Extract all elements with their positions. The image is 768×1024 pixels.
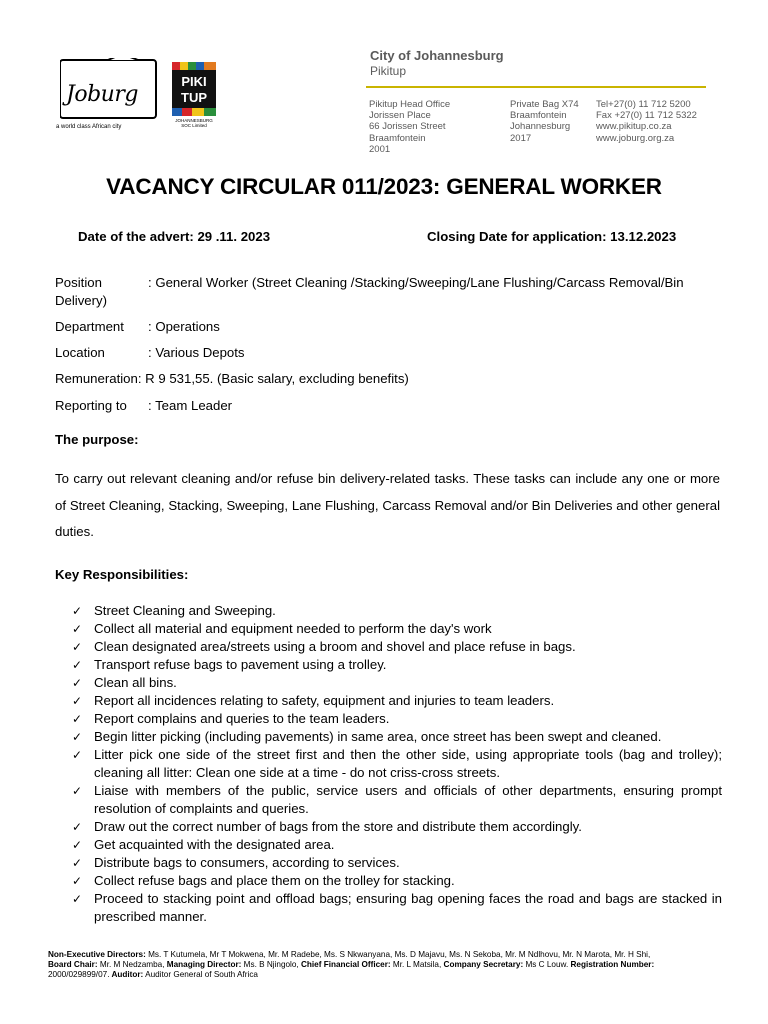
joburg-wordmark: Joburg — [66, 82, 138, 107]
responsibilities-heading: Key Responsibilities: — [55, 567, 189, 582]
list-item-text: Distribute bags to consumers, according to services. — [94, 855, 400, 870]
address-line: Braamfontein — [510, 110, 567, 122]
fax-number: Fax +27(0) 11 712 5322 — [596, 110, 697, 122]
footer-auditor-value: Auditor General of South Africa — [143, 970, 258, 979]
checkmark-icon: ✓ — [72, 748, 83, 762]
checkmark-icon: ✓ — [72, 784, 83, 798]
list-item — [72, 620, 722, 638]
checkmark-icon: ✓ — [72, 892, 83, 906]
footer-cosec-label: Company Secretary: — [443, 960, 524, 969]
checkmark-icon: ✓ — [72, 856, 83, 870]
footer-chair-value: Mr. M Nedzamba, — [97, 960, 167, 969]
checkmark-icon: ✓ — [72, 604, 83, 618]
list-item — [72, 836, 722, 854]
pikitup-top-text: PIKI — [181, 74, 207, 89]
reporting-value: : Team Leader — [148, 398, 233, 413]
list-item — [72, 728, 722, 746]
position-value: : General Worker (Street Cleaning /Stacking/Sweeping/Lane Flushing/Carcass Removal/Bin — [148, 275, 684, 290]
department-label: Department — [55, 319, 124, 334]
location-value: : Various Depots — [148, 345, 245, 360]
list-item — [72, 872, 722, 890]
list-item — [72, 818, 722, 836]
checkmark-icon: ✓ — [72, 874, 83, 888]
purpose-text: To carry out relevant cleaning and/or refuse bin delivery-related tasks. These tasks can include any one or more of Street Cleaning, Stacking, Sweeping, Lane Flushing, Carcass Removal and/or Bin Deliveries and other general duties. — [55, 471, 720, 539]
list-item-text: Street Cleaning and Sweeping. — [94, 603, 276, 618]
list-item-text: Collect all material and equipment needed to perform the day's work — [94, 621, 492, 636]
pikitup-bottom-text: TUP — [181, 90, 207, 105]
pikitup-sub2: SOC Limited — [181, 123, 207, 128]
footer-directors — [48, 950, 728, 980]
pikitup-sub1: JOHANNESBURG — [175, 118, 213, 123]
address-column-1 — [369, 99, 450, 155]
footer-cosec-value: Ms C Louw. — [523, 960, 571, 969]
list-item — [72, 692, 722, 710]
footer-cfo-label: Chief Financial Officer: — [300, 960, 391, 969]
list-item-text: Liaise with members of the public, service users and officials of other departments, ensuring prompt resolution of complaints and queries. — [94, 783, 722, 816]
website-link[interactable]: www.pikitup.co.za — [596, 121, 672, 133]
reporting-label: Reporting to — [55, 398, 127, 413]
advert-date: Date of the advert: 29 .11. 2023 — [78, 229, 271, 244]
page-title: VACANCY CIRCULAR 011/2023: GENERAL WORKER — [106, 174, 662, 199]
list-item-text: Clean designated area/streets using a broom and shovel and place refuse in bags. — [94, 639, 576, 654]
checkmark-icon: ✓ — [72, 820, 83, 834]
list-item-text: Report all incidences relating to safety, equipment and injuries to team leaders. — [94, 693, 555, 708]
list-item — [72, 782, 722, 818]
list-item-text: Draw out the correct number of bags from the store and distribute them accordingly. — [94, 819, 582, 834]
footer-md-label: Managing Director: — [166, 960, 242, 969]
org-subname: Pikitup — [370, 64, 407, 78]
header-rule — [366, 86, 706, 88]
list-item-text: Report complains and queries to the team leaders. — [94, 711, 390, 726]
checkmark-icon: ✓ — [72, 838, 83, 852]
address-line: Braamfontein — [369, 132, 426, 144]
address-line: Jorissen Place — [369, 110, 431, 122]
list-item-text: Begin litter picking (including pavements) in same area, once street has been swept and cleaned. — [94, 729, 662, 744]
responsibilities-list — [72, 602, 722, 926]
list-item — [72, 890, 722, 926]
list-item — [72, 656, 722, 674]
purpose-heading: The purpose: — [55, 432, 139, 447]
contact-column — [596, 99, 697, 144]
website-link[interactable]: www.joburg.org.za — [596, 132, 675, 144]
footer-reg-label: Registration Number: — [570, 960, 655, 969]
footer-reg-value: 2000/029899/07. — [48, 970, 110, 979]
list-item — [72, 746, 722, 782]
footer-auditor-label: Auditor: — [109, 970, 144, 979]
org-name: City of Johannesburg — [370, 48, 504, 63]
footer-chair-label: Board Chair: — [48, 960, 98, 969]
pikitup-logo — [166, 60, 222, 118]
checkmark-icon: ✓ — [72, 658, 83, 672]
department-value: : Operations — [148, 319, 220, 334]
list-item-text: Transport refuse bags to pavement using a trolley. — [94, 657, 387, 672]
footer-ned-label: Non-Executive Directors: — [48, 950, 146, 959]
list-item-text: Collect refuse bags and place them on the trolley for stacking. — [94, 873, 455, 888]
footer-ned-value: Ms. T Kutumela, Mr T Mokwena, Mr. M Radebe, Ms. S Nkwanyana, Ms. D Majavu, Ms. N Sekoba, Mr. M Ndlhovu, Mr. N Marota, Mr. H Shi, — [145, 950, 651, 959]
list-item-text: Get acquainted with the designated area. — [94, 837, 335, 852]
checkmark-icon: ✓ — [72, 694, 83, 708]
pikitup-subtitle — [166, 118, 222, 128]
checkmark-icon: ✓ — [72, 676, 83, 690]
checkmark-icon: ✓ — [72, 622, 83, 636]
list-item-text: Litter pick one side of the street first and then the other side, using appropriate tools (bag and trolley); cleaning all litter: Clean one side at a time - do not criss-cross streets. — [94, 747, 722, 780]
footer-cfo-value: Mr. L Matsila, — [390, 960, 444, 969]
address-line: 66 Jorissen Street — [369, 121, 446, 133]
phone-number: Tel+27(0) 11 712 5200 — [596, 99, 691, 110]
list-item — [72, 674, 722, 692]
checkmark-icon: ✓ — [72, 712, 83, 726]
location-label: Location — [55, 345, 105, 360]
list-item-text: Proceed to stacking point and offload bags; ensuring bag opening faces the road and bags are stacked in prescribed manner. — [94, 891, 722, 924]
list-item — [72, 710, 722, 728]
list-item — [72, 638, 722, 656]
closing-date: Closing Date for application: 13.12.2023 — [427, 229, 677, 244]
address-line: Private Bag X74 — [510, 99, 579, 110]
list-item-text: Clean all bins. — [94, 675, 177, 690]
address-line: Johannesburg — [510, 121, 571, 133]
list-item — [72, 602, 722, 620]
remuneration: Remuneration: R 9 531,55. (Basic salary, excluding benefits) — [55, 371, 409, 386]
address-column-2 — [510, 99, 579, 144]
position-value-continued: Delivery) — [55, 293, 108, 308]
address-line: Pikitup Head Office — [369, 99, 451, 110]
address-line: 2001 — [369, 143, 391, 155]
list-item — [72, 854, 722, 872]
checkmark-icon: ✓ — [72, 640, 83, 654]
address-line: 2017 — [510, 132, 532, 144]
joburg-tagline: a world class African city — [56, 124, 122, 130]
checkmark-icon: ✓ — [72, 730, 83, 744]
position-label: Position — [55, 275, 102, 290]
footer-md-value: Ms. B Njingolo, — [241, 960, 301, 969]
